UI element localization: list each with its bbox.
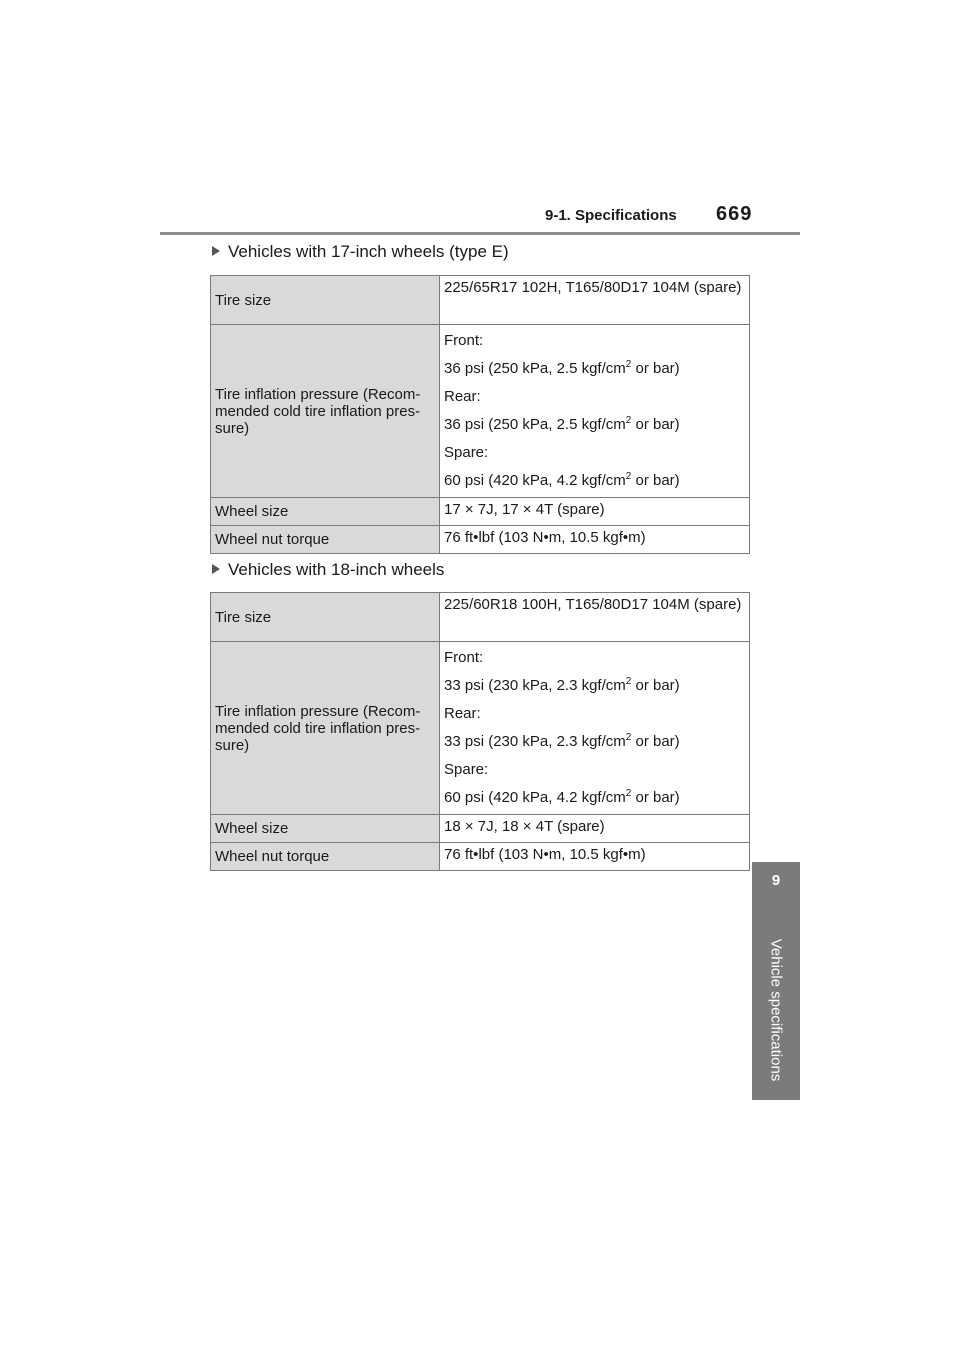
table-row (211, 498, 750, 526)
table-row (211, 593, 750, 642)
spec-table-18-inch (210, 592, 750, 871)
page-number: 669 (716, 203, 753, 225)
section-heading-18-inch (212, 560, 444, 580)
spec-table-17-inch (210, 275, 750, 554)
rear-pressure: 36 psi (250 kPa, 2.5 kgf/$cm^2$ or bar) (444, 415, 680, 433)
rear-label: Rear: (444, 388, 481, 405)
section-heading-text: Vehicles with 17-inch wheels (type E) (228, 242, 509, 261)
front-pressure: 33 psi (230 kPa, 2.3 kgf/$cm^2$ or bar) (444, 676, 680, 694)
pressure-values (440, 642, 750, 815)
spare-pressure: 60 psi (420 kPa, 4.2 kgf/$cm^2$ or bar) (444, 788, 680, 806)
chapter-number: 9 (771, 872, 781, 889)
row-label: Tire inflation pressure (Recom-mended cold tire inflation pres-sure) (211, 325, 440, 498)
chapter-label: Vehicle specifications (767, 938, 785, 1082)
front-pressure: 36 psi (250 kPa, 2.5 kgf/$cm^2$ or bar) (444, 359, 680, 377)
table-row (211, 642, 750, 815)
wheel-size-value: 17 × 7J, 17 × 4T (spare) (440, 498, 750, 526)
section-title: 9-1. Specifications (545, 207, 677, 224)
table-row (211, 815, 750, 843)
rear-pressure: 33 psi (230 kPa, 2.3 kgf/$cm^2$ or bar) (444, 732, 680, 750)
table-row (211, 276, 750, 325)
table-row (211, 526, 750, 554)
wheel-size-value: 18 × 7J, 18 × 4T (spare) (440, 815, 750, 843)
row-label: Tire inflation pressure (Recom-mended cold tire inflation pres-sure) (211, 642, 440, 815)
tire-size-value: 225/65R17 102H, T165/80D17 104M (spare) (440, 276, 750, 325)
front-label: Front: (444, 332, 484, 349)
row-label: Wheel size (211, 498, 440, 526)
spare-pressure: 60 psi (420 kPa, 4.2 kgf/$cm^2$ or bar) (444, 471, 680, 489)
table-row (211, 843, 750, 871)
spare-label: Spare: (444, 444, 489, 461)
row-label: Tire size (211, 593, 440, 642)
triangle-bullet-icon (212, 246, 220, 256)
row-label: Wheel size (211, 815, 440, 843)
torque-value: 76 ft•lbf (103 N•m, 10.5 kgf•m) (440, 526, 750, 554)
spare-label: Spare: (444, 761, 489, 778)
pressure-values (440, 325, 750, 498)
section-heading-17-inch (212, 242, 509, 262)
section-heading-text: Vehicles with 18-inch wheels (228, 560, 445, 579)
triangle-bullet-icon (212, 564, 220, 574)
row-label: Wheel nut torque (211, 843, 440, 871)
torque-value: 76 ft•lbf (103 N•m, 10.5 kgf•m) (440, 843, 750, 871)
header-divider (160, 232, 800, 235)
row-label: Tire size (211, 276, 440, 325)
row-label: Wheel nut torque (211, 526, 440, 554)
rear-label: Rear: (444, 705, 481, 722)
table-row (211, 325, 750, 498)
front-label: Front: (444, 649, 484, 666)
tire-size-value: 225/60R18 100H, T165/80D17 104M (spare) (440, 593, 750, 642)
